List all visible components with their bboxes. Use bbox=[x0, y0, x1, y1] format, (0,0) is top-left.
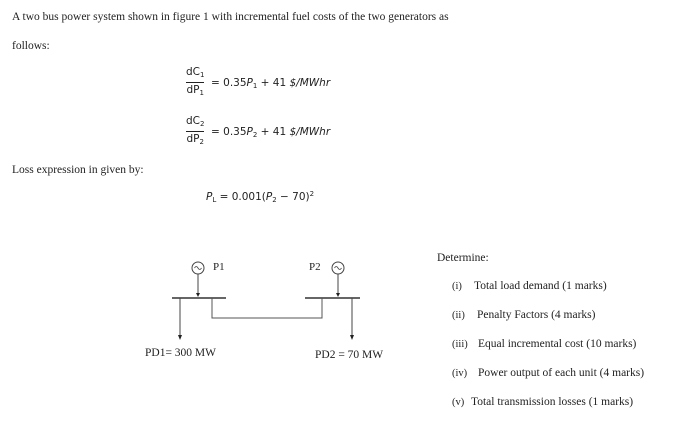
task-item-5 bbox=[452, 396, 633, 408]
gen1-arrow bbox=[196, 293, 200, 297]
task-text: Equal incremental cost (10 marks) bbox=[478, 338, 637, 350]
task-text: Total load demand (1 marks) bbox=[474, 280, 607, 292]
load2-label: PD2 = 70 MW bbox=[315, 349, 384, 361]
task-text: Total transmission losses (1 marks) bbox=[471, 396, 634, 408]
task-number: (iv) bbox=[452, 368, 468, 379]
eq1-num-sub: 1 bbox=[200, 71, 205, 79]
task-item-3 bbox=[452, 338, 636, 350]
task-text: Penalty Factors (4 marks) bbox=[477, 309, 596, 321]
load2-arrow bbox=[350, 335, 354, 340]
task-number: (i) bbox=[452, 281, 462, 292]
intro-text-line1: A two bus power system shown in figure 1 with incremental fuel costs of the two generators as bbox=[12, 11, 449, 23]
tasks-title: Determine: bbox=[437, 252, 489, 264]
eq1-denominator: dP bbox=[186, 84, 200, 96]
eq1-rhs: = $0.35P_1 + 41$ $/MWhr bbox=[211, 77, 331, 90]
generator-2-symbol bbox=[332, 262, 344, 274]
generator-1-symbol bbox=[192, 262, 204, 274]
load1-label: PD1= 300 MW bbox=[145, 347, 217, 359]
eq2-den-sub: 2 bbox=[199, 138, 204, 146]
task-item-1 bbox=[452, 280, 607, 292]
task-item-2 bbox=[452, 309, 596, 321]
task-item-4 bbox=[452, 367, 644, 379]
eq2-num-sub: 2 bbox=[200, 120, 205, 128]
eq2-numerator: dC bbox=[186, 115, 200, 127]
loss-equation: $P_L = 0.001(P_2 - 70)^2$ bbox=[206, 190, 315, 204]
task-number: (ii) bbox=[452, 310, 465, 321]
transmission-line bbox=[212, 298, 322, 318]
task-text: Power output of each unit (4 marks) bbox=[478, 367, 645, 379]
eq1-den-sub: 1 bbox=[199, 89, 204, 97]
eq1-numerator: dC bbox=[186, 66, 200, 78]
task-number: (iii) bbox=[452, 339, 468, 350]
loss-label: Loss expression in given by: bbox=[12, 164, 144, 176]
eq2-denominator: dP bbox=[186, 133, 200, 145]
gen2-arrow bbox=[336, 293, 340, 297]
gen2-label: P2 bbox=[309, 261, 321, 273]
gen1-label: P1 bbox=[213, 261, 225, 273]
eq2-rhs: = $0.35P_2 + 41$ $/MWhr bbox=[211, 126, 331, 139]
task-number: (v) bbox=[452, 397, 465, 408]
intro-text-line2: follows: bbox=[12, 40, 50, 52]
load1-arrow bbox=[178, 335, 182, 340]
